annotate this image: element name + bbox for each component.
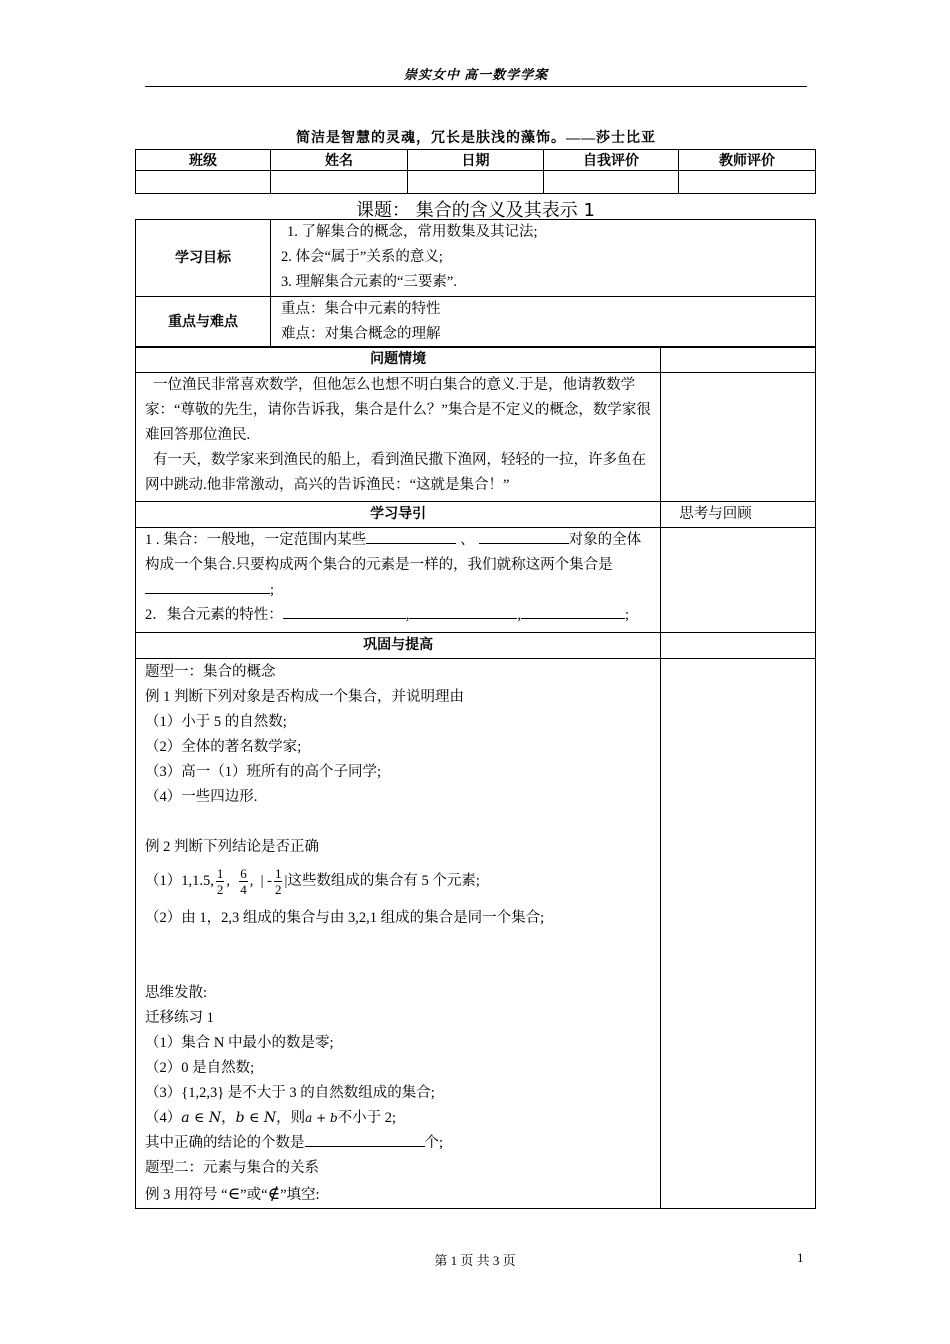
spacer: [145, 931, 652, 981]
study-guide-heading: 学习导引: [136, 502, 661, 528]
fraction: $\frac{1}{2}$: [274, 866, 282, 898]
transfer-item: （3）{1,2,3} 是不大于 3 的自然数组成的集合;: [145, 1085, 435, 1101]
col-name: 姓名: [271, 150, 408, 171]
consolidation-heading: 巩固与提高: [136, 633, 661, 659]
side-cell: [661, 633, 816, 659]
transfer-heading: 迁移练习 1: [145, 1010, 214, 1026]
motto: 简洁是智慧的灵魂，冗长是肤浅的藻饰。——莎士比亚: [296, 131, 656, 146]
type1-heading: 题型一：集合的概念: [145, 664, 276, 680]
page-number: 1: [797, 1250, 804, 1265]
example-2: 例 2 判断下列结论是否正确: [145, 839, 319, 855]
guide-item-2: 2．集合元素的特性： , , ;: [145, 603, 652, 628]
problem-situation-heading: 问题情境: [136, 347, 661, 373]
objectives-table: [135, 219, 816, 348]
fraction: $\frac{1}{2}$: [216, 866, 224, 898]
blank[interactable]: [409, 603, 517, 619]
col-teacher-eval: 教师评价: [679, 150, 816, 171]
spacer: [145, 810, 652, 835]
key-point-item: 重点：集合中元素的特性: [281, 301, 441, 317]
objectives-content: [271, 220, 816, 297]
blank[interactable]: [521, 603, 625, 619]
objective-item: 3. 理解集合元素的“三要素”.: [281, 274, 457, 290]
objective-item: 2. 体会“属于”关系的意义;: [281, 249, 443, 265]
key-points-content: [271, 297, 816, 348]
name-cell[interactable]: [271, 171, 408, 194]
objectives-label: 学习目标: [136, 220, 271, 297]
blank[interactable]: [305, 1131, 425, 1147]
story-paragraph: 一位渔民非常喜欢数学，但他怎么也想不明白集合的意义.于是，他请教数学家：“尊敬的先生，请你告诉我，集合是什么？”集合是不定义的概念，数学家很难回答那位渔民.: [145, 377, 651, 443]
divergent-heading: 思维发散:: [145, 985, 208, 1001]
date-cell[interactable]: [408, 171, 544, 194]
header-rule: [145, 86, 807, 87]
objective-item: 1. 了解集合的概念，常用数集及其记法;: [287, 224, 538, 240]
self-eval-cell[interactable]: [544, 171, 679, 194]
example-2-item-1: （1）1,1.5, $\frac{1}{2}$ , $\frac{6}{4}$ , | - $\frac{1}{2}$ |这些数组成的集合有 5 个元素;: [145, 866, 480, 898]
transfer-item: （1）集合 N 中最小的数是零;: [145, 1035, 334, 1051]
col-class: 班级: [136, 150, 271, 171]
key-points-label: 重点与难点: [136, 297, 271, 348]
blank[interactable]: [366, 528, 456, 544]
blank[interactable]: [479, 528, 569, 544]
document-header: 崇实女中 高一数学学案: [403, 67, 549, 82]
info-table: [135, 149, 816, 194]
lesson-title: 课题： 集合的含义及其表示 1: [356, 200, 595, 221]
side-cell: [661, 347, 816, 373]
example-3: 例 3 用符号 “∈”或“∉”填空:: [145, 1184, 320, 1203]
example-1-item: （4）一些四边形.: [145, 789, 258, 805]
key-point-item: 难点：对集合概念的理解: [281, 326, 441, 342]
example-2-item-2: （2）由 1，2,3 组成的集合与由 3,2,1 组成的集合是同一个集合;: [145, 910, 545, 926]
main-table: [135, 346, 816, 1209]
side-cell: [661, 659, 816, 1209]
example-1-item: （2）全体的著名数学家;: [145, 739, 302, 755]
blank[interactable]: [145, 578, 270, 594]
type2-heading: 题型二：元素与集合的关系: [145, 1160, 319, 1176]
example-1-item: （1）小于 5 的自然数;: [145, 714, 287, 730]
count-question: 其中正确的结论的个数是 个;: [145, 1131, 652, 1156]
consolidation-body: [136, 659, 661, 1209]
side-cell: [661, 373, 816, 502]
col-date: 日期: [408, 150, 544, 171]
fraction: $\frac{6}{4}$: [240, 866, 247, 898]
blank[interactable]: [283, 603, 406, 619]
transfer-item: （2）0 是自然数;: [145, 1060, 255, 1076]
example-1: 例 1 判断下列对象是否构成一个集合，并说明理由: [145, 689, 464, 705]
example-1-item: （3）高一（1）班所有的高个子同学;: [145, 764, 382, 780]
teacher-eval-cell[interactable]: [679, 171, 816, 194]
class-cell[interactable]: [136, 171, 271, 194]
study-guide-body: [136, 528, 661, 633]
side-cell: [661, 528, 816, 633]
transfer-item-4: （4）a ∈ N，b ∈ N，则a + b不小于 2;: [145, 1110, 397, 1126]
problem-situation-body: [136, 373, 661, 502]
col-self-eval: 自我评价: [544, 150, 679, 171]
guide-item-1: 1 . 集合：一般地，一定范围内某些 、 对象的全体构成一个集合.只要构成两个集合的元素是一样的，我们就称这两个集合是;: [145, 528, 652, 603]
page-footer: 第 1 页 共 3 页: [434, 1253, 516, 1268]
story-paragraph: 有一天，数学家来到渔民的船上，看到渔民撒下渔网，轻轻的一拉，许多鱼在网中跳动.他非常激动，高兴的告诉渔民：“这就是集合！”: [145, 452, 646, 493]
review-heading: 思考与回顾: [661, 502, 816, 528]
